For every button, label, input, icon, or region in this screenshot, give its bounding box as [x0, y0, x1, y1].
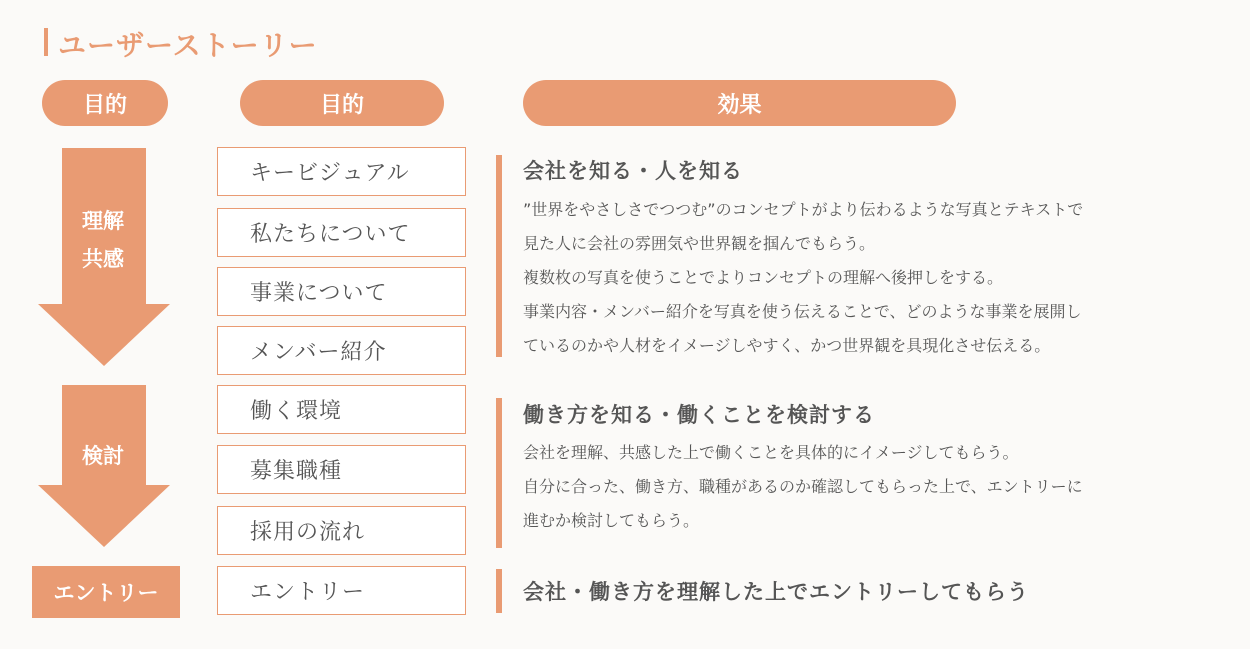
effect-bar-3: [496, 569, 502, 613]
effect-line: ”世界をやさしさでつつむ”のコンセプトがより伝わるような写真とテキストで: [523, 200, 1084, 219]
effect-body: [523, 436, 1233, 538]
stage-label-line: 検討: [82, 444, 124, 468]
effect-line: 自分に合った、働き方、職種があるのか確認してもらった上で、エントリーに: [523, 477, 1083, 496]
effect-title: 会社を知る・人を知る: [523, 159, 743, 183]
effect-line: 複数枚の写真を使うことでよりコンセプトの理解へ後押しをする。: [523, 268, 1004, 287]
effect-line: 事業内容・メンバー紹介を写真を使う伝えることで、どのような事業を展開し: [523, 302, 1082, 321]
header-purpose-page: 目的: [240, 80, 444, 126]
item-entry: エントリー: [217, 566, 466, 615]
effect-line: 見た人に会社の雰囲気や世界観を掴んでもらう。: [523, 234, 876, 253]
header-purpose-stage: 目的: [42, 80, 168, 126]
stage-entry-box: エントリー: [32, 566, 180, 618]
stage-label-understand: [63, 202, 143, 278]
stage-label-consider: [63, 437, 143, 475]
item-job-positions: 募集職種: [217, 445, 466, 494]
title-accent-bar: [44, 28, 48, 56]
stage-label-line: 共感: [82, 247, 124, 271]
item-about-us: 私たちについて: [217, 208, 466, 257]
effect-title: 働き方を知る・働くことを検討する: [523, 403, 875, 427]
effect-line: 会社を理解、共感した上で働くことを具体的にイメージしてもらう。: [523, 443, 1019, 462]
page-title: ユーザーストーリー: [58, 29, 318, 62]
effect-title: 会社・働き方を理解した上でエントリーしてもらう: [523, 580, 1029, 604]
stage-label-line: 理解: [82, 209, 124, 233]
header-effect: 効果: [523, 80, 956, 126]
item-hiring-flow: 採用の流れ: [217, 506, 466, 555]
item-work-environment: 働く環境: [217, 385, 466, 434]
item-members: メンバー紹介: [217, 326, 466, 375]
effect-body: [523, 193, 1233, 363]
effect-line: ているのかや人材をイメージしやすく、かつ世界観を具現化させ伝える。: [523, 336, 1051, 355]
item-key-visual: キービジュアル: [217, 147, 466, 196]
effect-bar-2: [496, 398, 502, 548]
effect-bar-1: [496, 155, 502, 357]
effect-line: 進むか検討してもらう。: [523, 511, 700, 530]
item-business: 事業について: [217, 267, 466, 316]
